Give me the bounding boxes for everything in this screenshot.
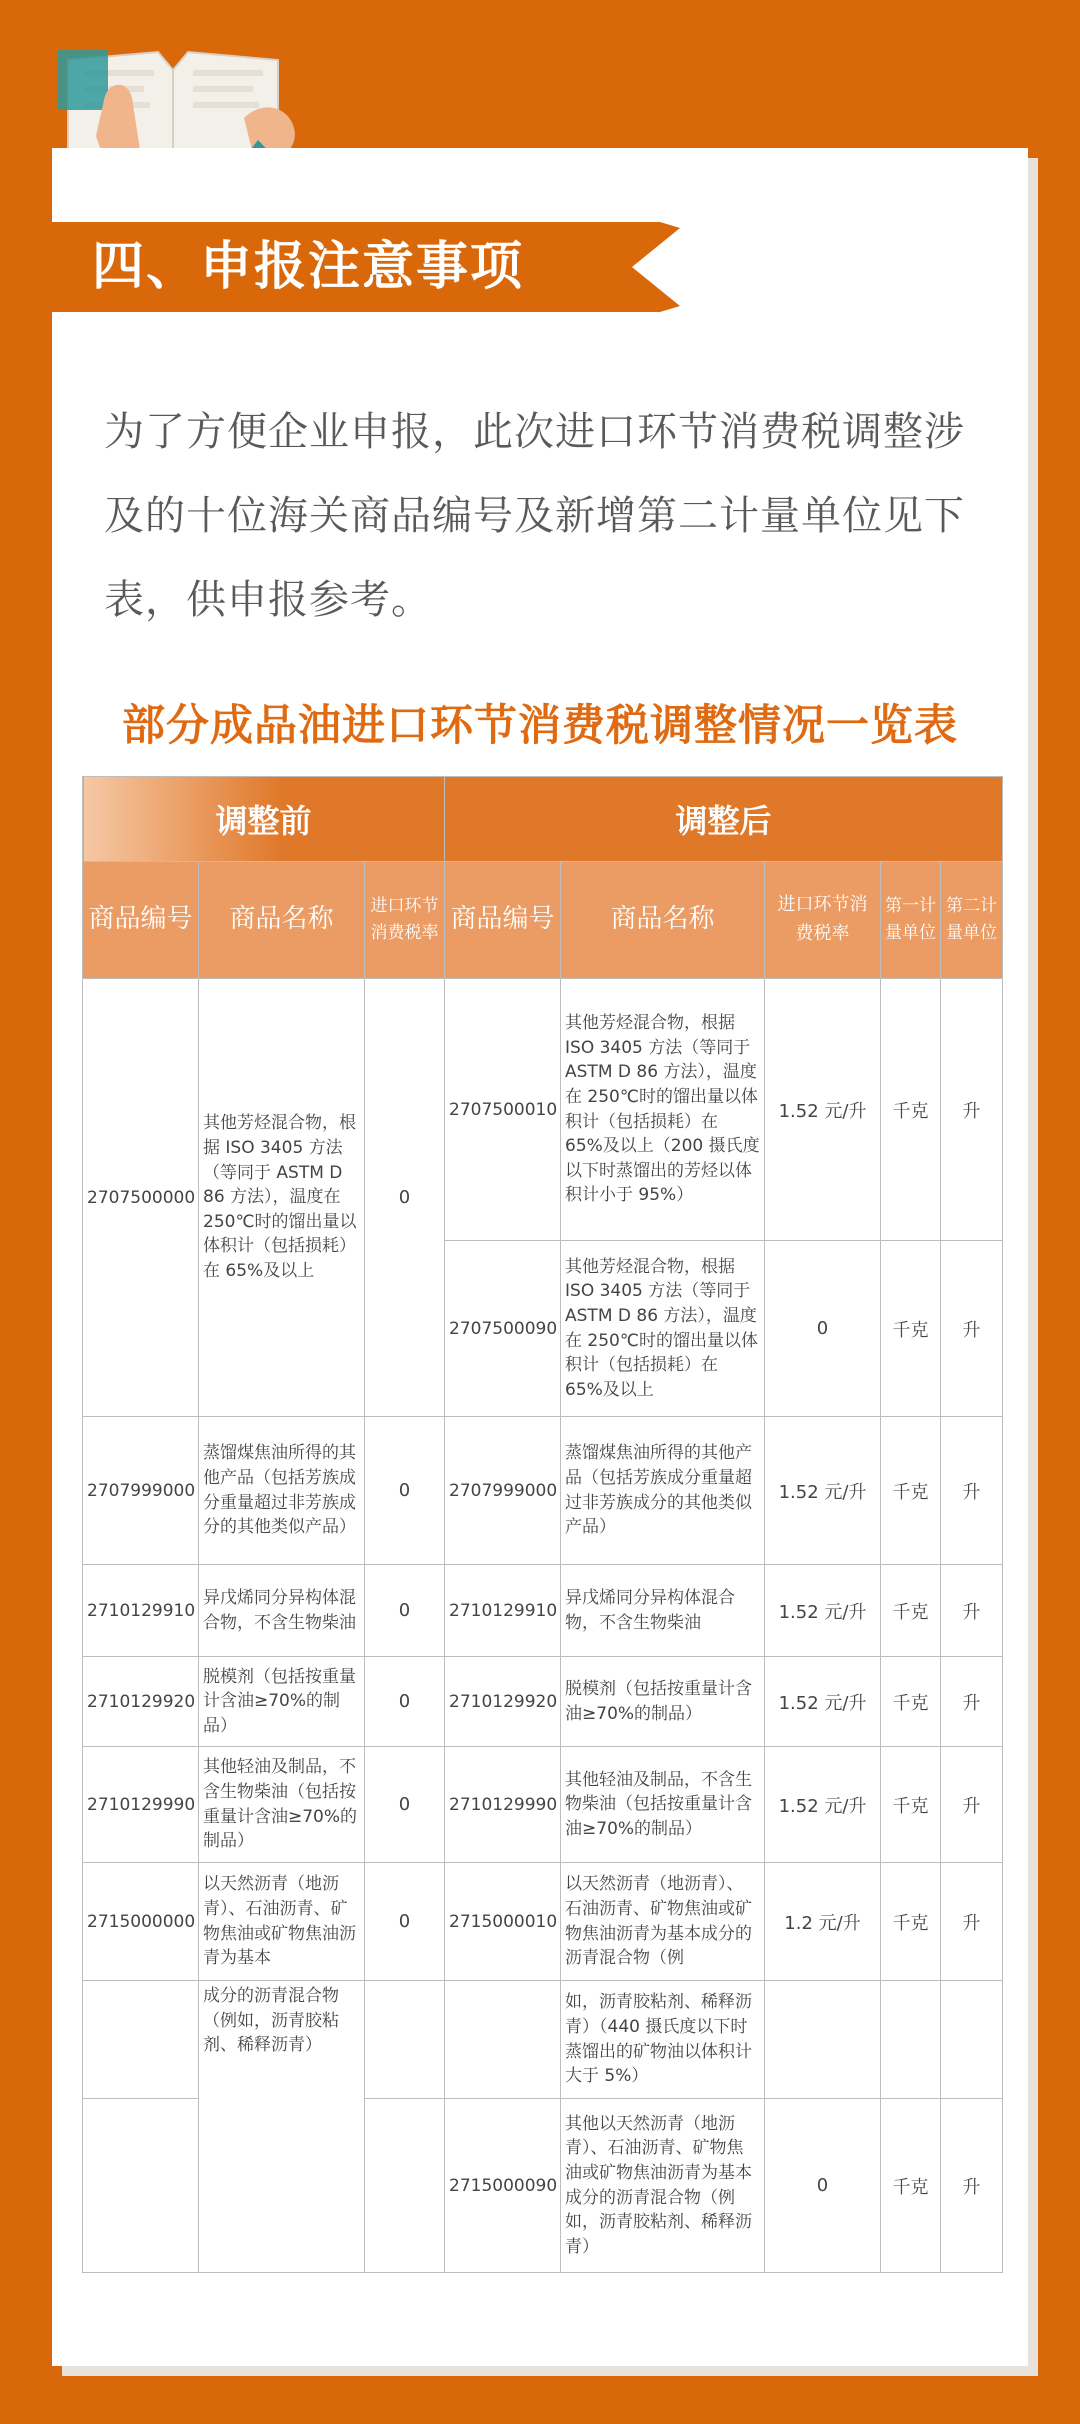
tax-adjustment-table: [82, 776, 1003, 2273]
intro-paragraph: 为了方便企业申报，此次进口环节消费税调整涉及的十位海关商品编号及新增第二计量单位见下表，供申报参考。: [104, 409, 965, 623]
unit2: 升: [941, 2099, 1003, 2273]
after-rate: 1.52 元/升: [765, 1657, 881, 1747]
table-row: [83, 1981, 1003, 2099]
before-rate: 0: [365, 1417, 445, 1565]
after-name: 其他芳烃混合物，根据 ISO 3405 方法（等同于 ASTM D 86 方法），温度在 250℃时的馏出量以体积计（包括损耗）在 65%及以上: [561, 1241, 765, 1417]
after-code: 2710129920: [445, 1657, 561, 1747]
section-title: 四、申报注意事项: [92, 237, 525, 297]
after-name: 其他芳烃混合物，根据 ISO 3405 方法（等同于 ASTM D 86 方法），温度在 250℃时的馏出量以体积计（包括损耗）在 65%及以上（200 摄氏度以下时蒸馏出的芳烃以体积计小于 95%）: [561, 979, 765, 1241]
col-header-rate: 进口环节消费税率: [765, 862, 881, 979]
after-name-top: 以天然沥青（地沥青）、石油沥青、矿物焦油或矿物焦油沥青为基本成分的沥青混合物（例: [561, 1863, 765, 1981]
after-rate: 1.52 元/升: [765, 1747, 881, 1863]
unit1: 千克: [881, 1417, 941, 1565]
unit2: 升: [941, 1241, 1003, 1417]
after-code: 2707500010: [445, 979, 561, 1241]
col-header-code: 商品编号: [83, 862, 199, 979]
after-name: 异戊烯同分异构体混合物，不含生物柴油: [561, 1565, 765, 1657]
table-row: [83, 1863, 1003, 1981]
unit1: 千克: [881, 1241, 941, 1417]
after-rate: 1.52 元/升: [765, 1417, 881, 1565]
before-name: 蒸馏煤焦油所得的其他产品（包括芳族成分重量超过非芳族成分的其他类似产品）: [199, 1417, 365, 1565]
after-rate: 0: [765, 2099, 881, 2273]
after-name: 其他轻油及制品，不含生物柴油（包括按重量计含油≥70%的制品）: [561, 1747, 765, 1863]
before-code: 2710129910: [83, 1565, 199, 1657]
before-rate: 0: [365, 1657, 445, 1747]
table-title: 部分成品油进口环节消费税调整情况一览表: [122, 701, 958, 751]
after-rate: 1.52 元/升: [765, 979, 881, 1241]
before-rate: 0: [365, 1863, 445, 1981]
before-rate: 0: [365, 1565, 445, 1657]
before-code: 2715000000: [83, 1863, 199, 1981]
after-code: 2715000010: [445, 1863, 561, 1981]
table-row: [83, 1565, 1003, 1657]
unit2: 升: [941, 979, 1003, 1241]
after-rate: 0: [765, 1241, 881, 1417]
before-name-top: 以天然沥青（地沥青）、石油沥青、矿物焦油或矿物焦油沥青为基本: [199, 1863, 365, 1981]
after-rate: 1.52 元/升: [765, 1565, 881, 1657]
col-header-rate: 进口环节消费税率: [365, 862, 445, 979]
unit1: 千克: [881, 1657, 941, 1747]
after-code: 2715000090: [445, 2099, 561, 2273]
table-row: [83, 1657, 1003, 1747]
unit2: 升: [941, 1657, 1003, 1747]
before-code: 2710129990: [83, 1747, 199, 1863]
col-header-name: 商品名称: [199, 862, 365, 979]
after-rate: 1.2 元/升: [765, 1863, 881, 1981]
before-code: 2710129920: [83, 1657, 199, 1747]
unit1: 千克: [881, 1863, 941, 1981]
before-name: 其他轻油及制品，不含生物柴油（包括按重量计含油≥70%的制品）: [199, 1747, 365, 1863]
col-header-unit2: 第二计量单位: [941, 862, 1003, 979]
before-name: 异戊烯同分异构体混合物，不含生物柴油: [199, 1565, 365, 1657]
unit1: 千克: [881, 1565, 941, 1657]
group-header-after: 调整后: [445, 777, 1003, 862]
before-code: 2707500000: [83, 979, 199, 1417]
unit2: 升: [941, 1417, 1003, 1565]
after-name: 其他以天然沥青（地沥青）、石油沥青、矿物焦油或矿物焦油沥青为基本成分的沥青混合物（例如，沥青胶粘剂、稀释沥青）: [561, 2099, 765, 2273]
after-code: 2707999000: [445, 1417, 561, 1565]
unit1: 千克: [881, 979, 941, 1241]
col-header-name: 商品名称: [561, 862, 765, 979]
unit2: 升: [941, 1863, 1003, 1981]
col-header-code: 商品编号: [445, 862, 561, 979]
before-rate: 0: [365, 979, 445, 1417]
after-code: 2710129910: [445, 1565, 561, 1657]
unit1: 千克: [881, 2099, 941, 2273]
unit1: 千克: [881, 1747, 941, 1863]
after-name: 蒸馏煤焦油所得的其他产品（包括芳族成分重量超过非芳族成分的其他类似产品）: [561, 1417, 765, 1565]
table-row: [83, 1747, 1003, 1863]
table-row: [83, 1417, 1003, 1565]
after-name: 脱模剂（包括按重量计含油≥70%的制品）: [561, 1657, 765, 1747]
after-name-bottom: 如，沥青胶粘剂、稀释沥青）（440 摄氏度以下时蒸馏出的矿物油以体积计大于 5%）: [561, 1981, 765, 2099]
before-name-bottom: 成分的沥青混合物（例如，沥青胶粘剂、稀释沥青）: [199, 1981, 365, 2273]
after-code: 2710129990: [445, 1747, 561, 1863]
unit2: 升: [941, 1747, 1003, 1863]
group-header-before: 调整前: [83, 777, 445, 862]
after-code: 2707500090: [445, 1241, 561, 1417]
table-row: [83, 979, 1003, 1241]
before-name: 其他芳烃混合物，根据 ISO 3405 方法（等同于 ASTM D 86 方法），温度在 250℃时的馏出量以体积计（包括损耗）在 65%及以上: [199, 979, 365, 1417]
unit2: 升: [941, 1565, 1003, 1657]
before-rate: 0: [365, 1747, 445, 1863]
col-header-unit1: 第一计量单位: [881, 862, 941, 979]
before-name: 脱模剂（包括按重量计含油≥70%的制品）: [199, 1657, 365, 1747]
before-code: 2707999000: [83, 1417, 199, 1565]
